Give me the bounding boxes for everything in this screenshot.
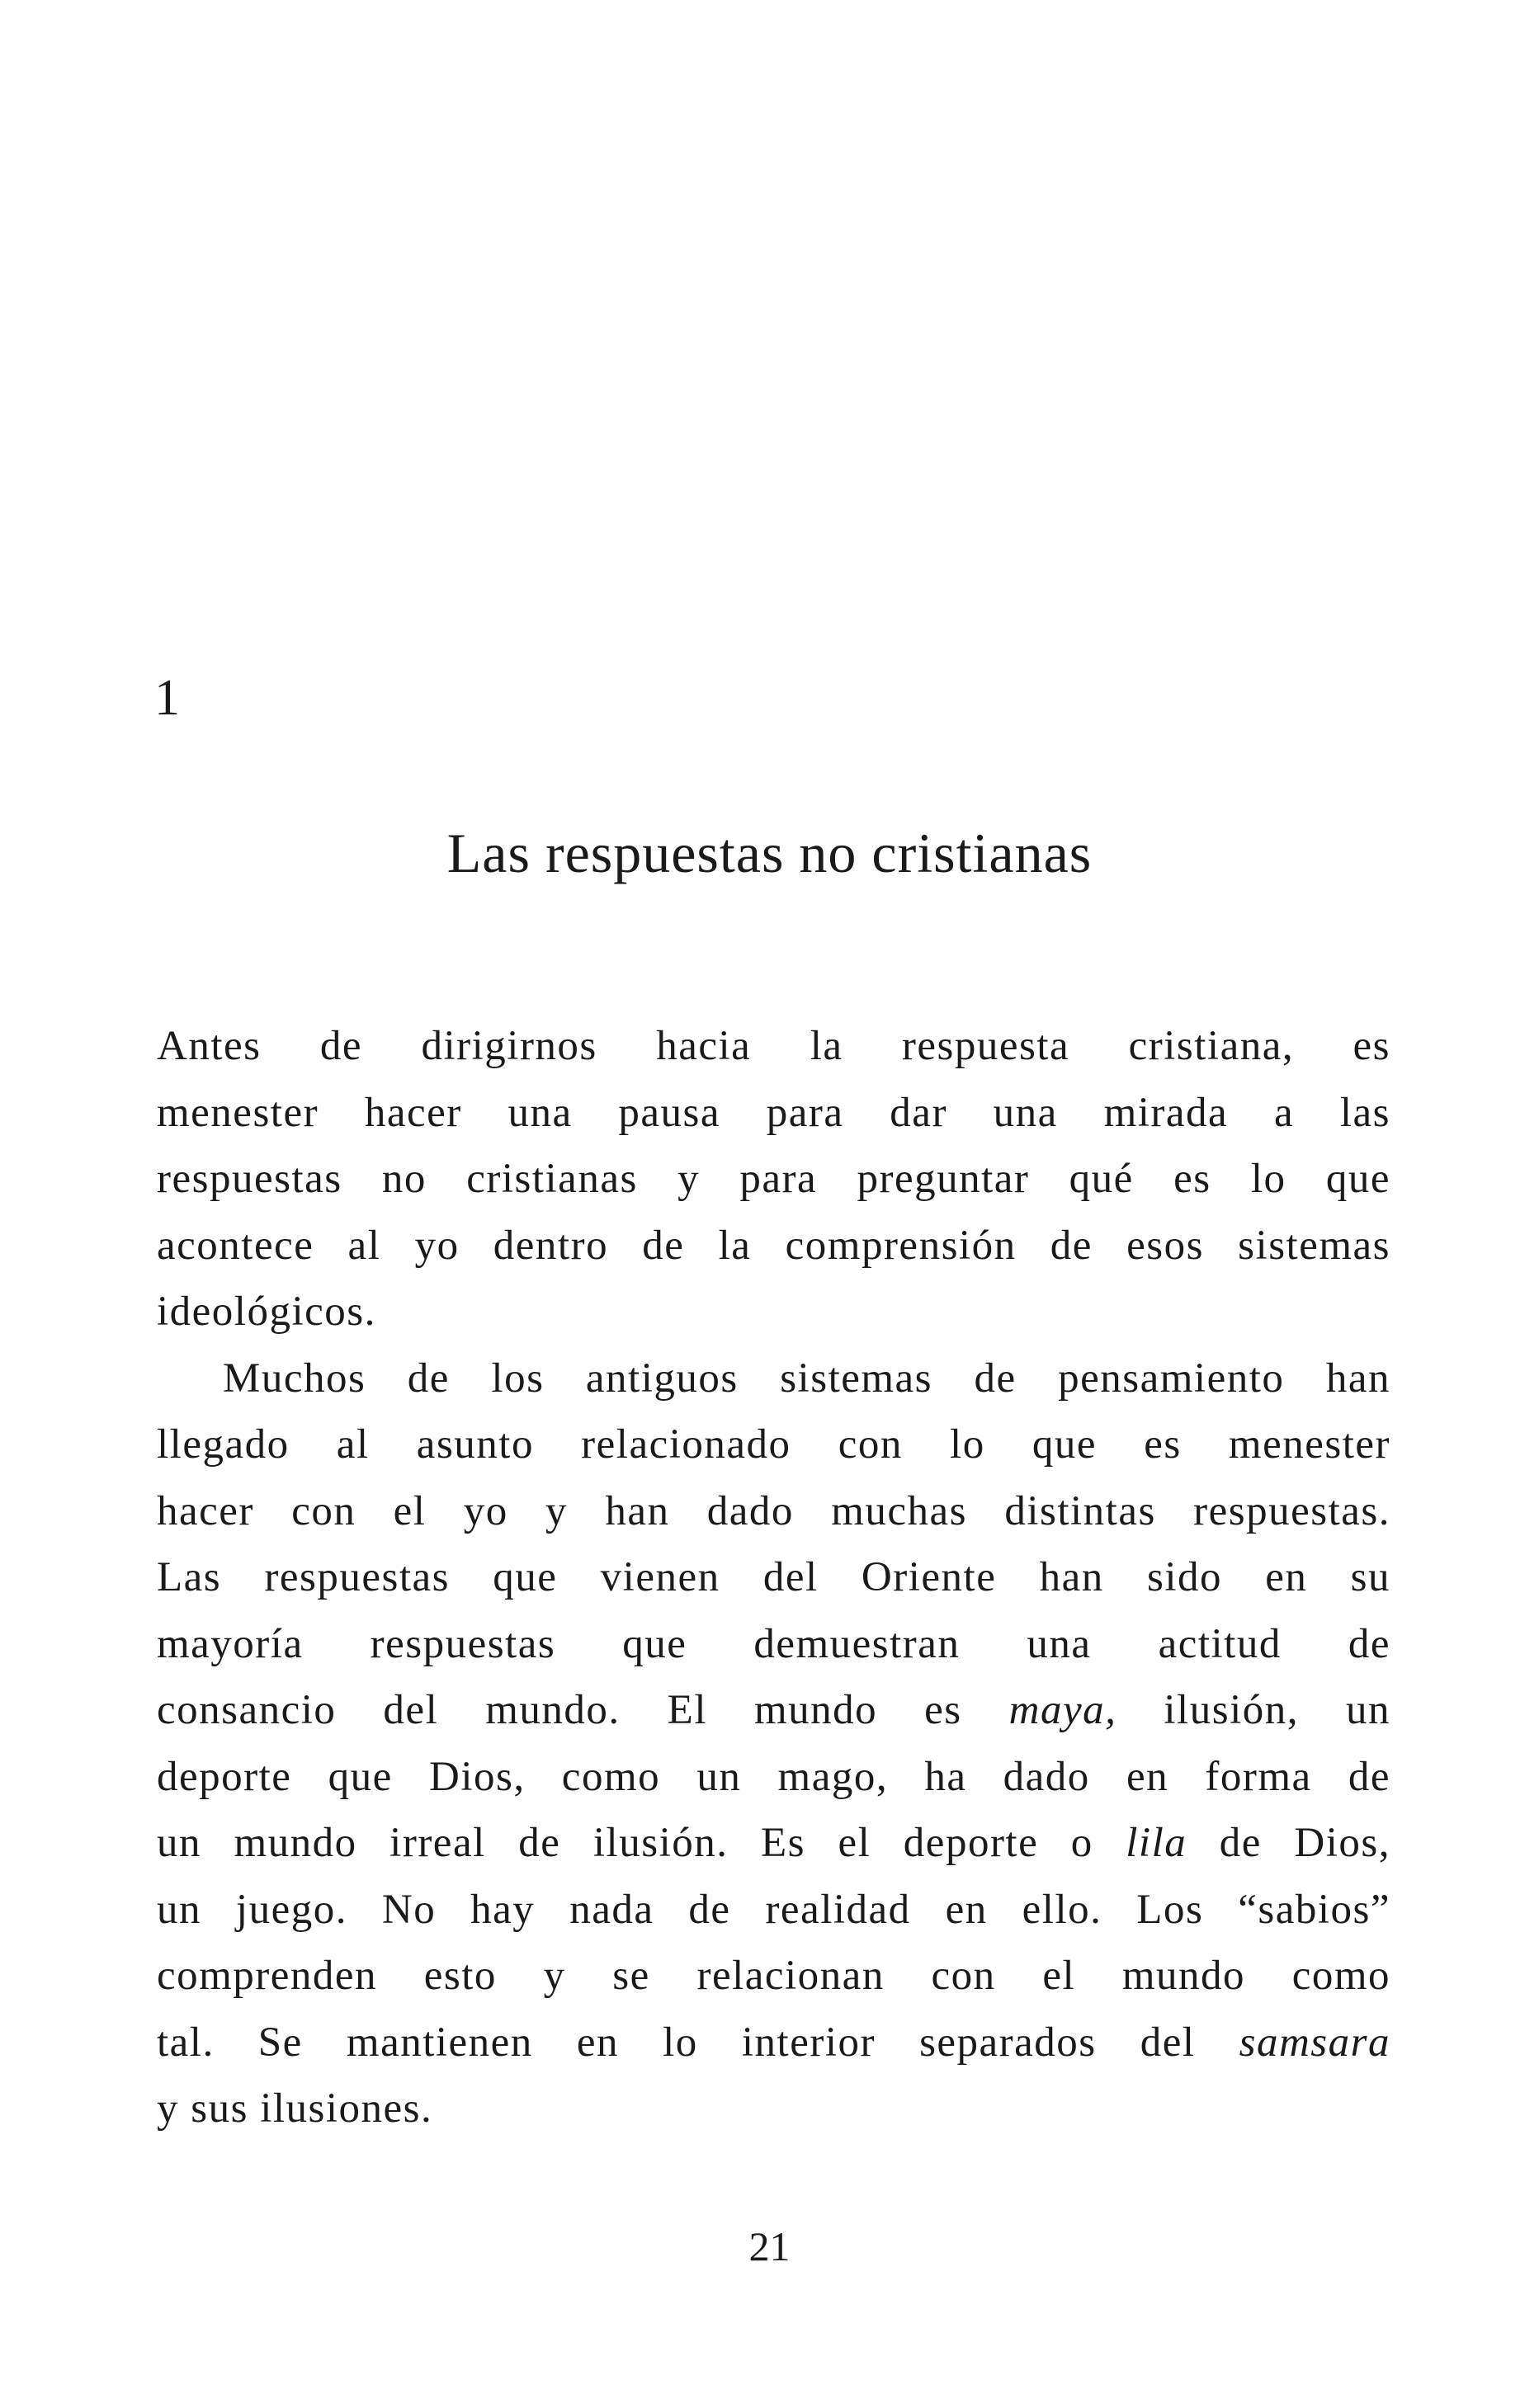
text-line: Las respuestas que vienen del Oriente han sido en su — [157, 1554, 1390, 1600]
text-line: mayoría respuestas que demuestran una actitud de — [157, 1620, 1390, 1667]
text-segment: ilusión, un — [1116, 1687, 1390, 1733]
text-line: comprenden esto y se relacionan con el mundo como — [157, 1953, 1390, 1999]
text-line: llegado al asunto relacionado con lo que es menester — [157, 1421, 1390, 1468]
text-line: Antes de dirigirnos hacia la respuesta cristiana, es — [157, 1023, 1390, 1069]
paragraph-2 — [157, 1345, 1390, 2142]
text-line — [157, 1677, 1390, 1744]
italic-word-lila: lila — [1126, 1820, 1187, 1866]
text-line: hacer con el yo y han dado muchas distintas respuestas. — [157, 1487, 1390, 1534]
chapter-number: 1 — [154, 670, 180, 726]
text-segment: un mundo irreal de ilusión. Es el deporte o — [157, 1820, 1126, 1866]
text-segment: consancio del mundo. El mundo es — [157, 1687, 1009, 1733]
text-line: y sus ilusiones. — [157, 2085, 433, 2132]
text-line: menester hacer una pausa para dar una mirada a las — [157, 1089, 1390, 1136]
text-line: acontece al yo dentro de la comprensión de esos sistemas — [157, 1222, 1390, 1269]
italic-word-maya: maya, — [1008, 1687, 1117, 1733]
text-line: Muchos de los antiguos sistemas de pensamiento han — [223, 1355, 1390, 1402]
page-number: 21 — [748, 2223, 791, 2269]
italic-word-samsara: samsara — [1239, 2019, 1390, 2066]
paragraph-1 — [157, 1013, 1390, 1345]
text-line: deporte que Dios, como un mago, ha dado en forma de — [157, 1753, 1390, 1800]
text-segment: tal. Se mantienen en lo interior separados del — [157, 2019, 1239, 2066]
text-line: respuestas no cristianas y para preguntar qué es lo que — [157, 1156, 1390, 1202]
text-segment: de Dios, — [1187, 1820, 1390, 1866]
text-line: ideológicos. — [157, 1289, 376, 1335]
chapter-title: Las respuestas no cristianas — [446, 822, 1093, 884]
text-line: un juego. No hay nada de realidad en ello. Los “sabios” — [157, 1886, 1390, 1933]
body-text — [157, 1013, 1390, 2142]
text-line — [157, 2010, 1390, 2076]
text-line — [157, 1810, 1390, 1877]
